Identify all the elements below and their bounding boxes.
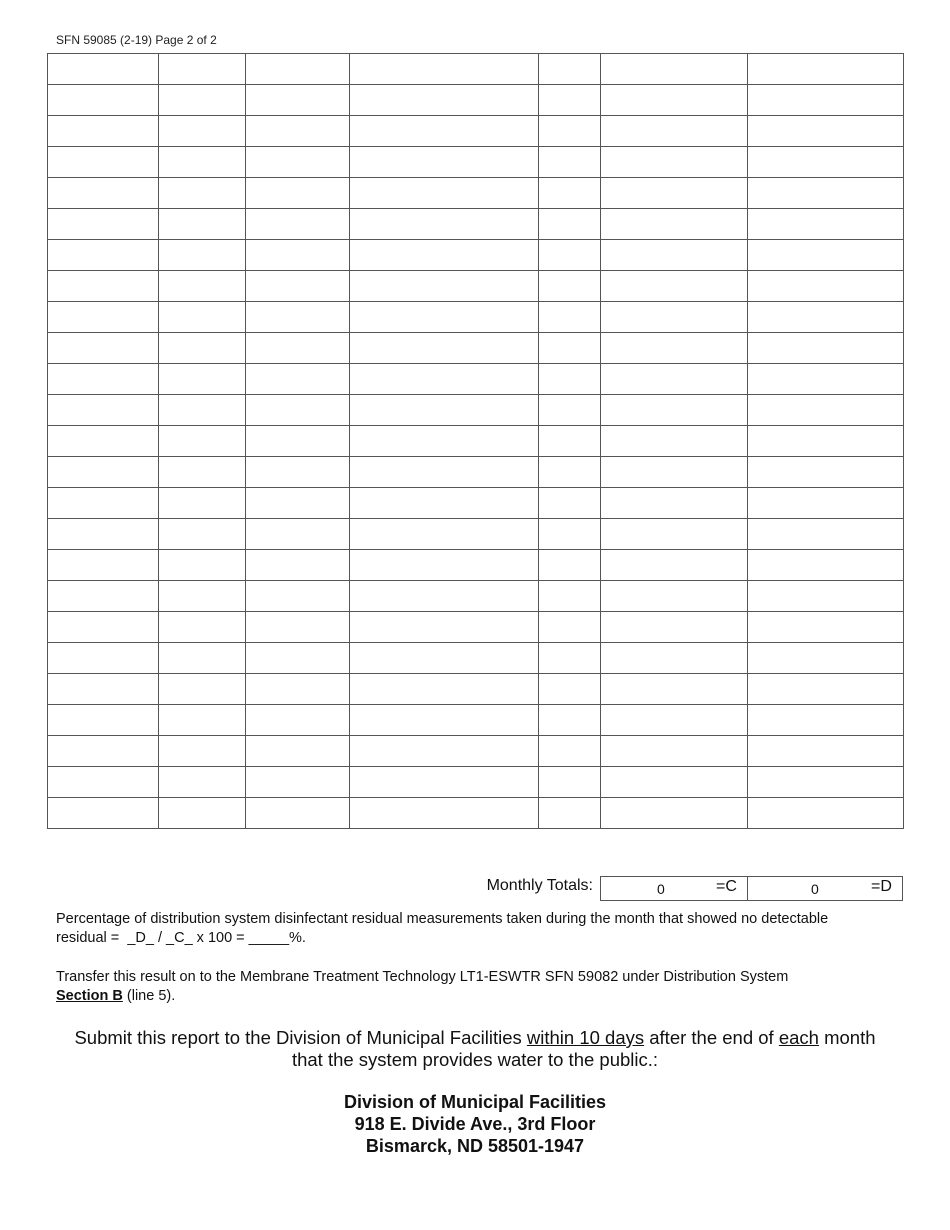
table-cell[interactable] xyxy=(159,612,246,643)
table-cell[interactable] xyxy=(246,178,350,209)
table-cell[interactable] xyxy=(246,519,350,550)
table-cell[interactable] xyxy=(246,426,350,457)
table-cell[interactable] xyxy=(539,736,601,767)
table-cell[interactable] xyxy=(748,116,904,147)
table-row xyxy=(48,798,904,829)
c-blank: _C_ xyxy=(166,930,193,946)
table-cell[interactable] xyxy=(539,271,601,302)
table-cell[interactable] xyxy=(601,488,748,519)
transfer-instructions xyxy=(56,968,901,1006)
table-cell[interactable] xyxy=(350,519,539,550)
table-cell[interactable] xyxy=(601,209,748,240)
table-cell[interactable] xyxy=(48,240,159,271)
table-cell[interactable] xyxy=(601,767,748,798)
total-d-suffix: =D xyxy=(871,878,892,895)
table-cell[interactable] xyxy=(601,426,748,457)
table-cell[interactable] xyxy=(159,302,246,333)
table-cell[interactable] xyxy=(159,581,246,612)
table-cell[interactable] xyxy=(159,488,246,519)
table-body xyxy=(48,54,904,829)
table-cell[interactable] xyxy=(48,395,159,426)
table-cell[interactable] xyxy=(246,674,350,705)
table-cell[interactable] xyxy=(246,271,350,302)
table-cell[interactable] xyxy=(48,767,159,798)
table-cell[interactable] xyxy=(159,54,246,85)
submit-part1: Submit this report to the Division of Municipal Facilities xyxy=(74,1027,527,1048)
table-cell[interactable] xyxy=(601,116,748,147)
table-cell[interactable] xyxy=(48,178,159,209)
table-row xyxy=(48,147,904,178)
table-cell[interactable] xyxy=(350,178,539,209)
table-cell[interactable] xyxy=(748,643,904,674)
section-b-label: Section B xyxy=(56,988,123,1004)
table-cell[interactable] xyxy=(539,395,601,426)
table-cell[interactable] xyxy=(539,767,601,798)
table-cell[interactable] xyxy=(48,271,159,302)
table-cell[interactable] xyxy=(246,798,350,829)
table-cell[interactable] xyxy=(748,519,904,550)
table-cell[interactable] xyxy=(350,643,539,674)
submit-line-1 xyxy=(40,1027,910,1049)
table-cell[interactable] xyxy=(748,426,904,457)
table-cell[interactable] xyxy=(748,240,904,271)
table-cell[interactable] xyxy=(601,705,748,736)
table-cell[interactable] xyxy=(539,612,601,643)
table-cell[interactable] xyxy=(350,798,539,829)
table-cell[interactable] xyxy=(748,550,904,581)
table-cell[interactable] xyxy=(601,550,748,581)
table-cell[interactable] xyxy=(159,519,246,550)
table-cell[interactable] xyxy=(539,54,601,85)
table-cell[interactable] xyxy=(350,364,539,395)
table-cell[interactable] xyxy=(350,147,539,178)
table-cell[interactable] xyxy=(159,674,246,705)
table-cell[interactable] xyxy=(159,209,246,240)
table-cell[interactable] xyxy=(246,54,350,85)
table-cell[interactable] xyxy=(350,54,539,85)
table-cell[interactable] xyxy=(48,147,159,178)
table-cell[interactable] xyxy=(748,333,904,364)
table-cell[interactable] xyxy=(159,116,246,147)
table-cell[interactable] xyxy=(539,550,601,581)
table-cell[interactable] xyxy=(748,581,904,612)
table-cell[interactable] xyxy=(601,271,748,302)
table-cell[interactable] xyxy=(159,798,246,829)
table-cell[interactable] xyxy=(601,333,748,364)
monthly-totals-row xyxy=(47,876,903,901)
table-cell[interactable] xyxy=(539,798,601,829)
table-cell[interactable] xyxy=(159,333,246,364)
monthly-totals-label: Monthly Totals: xyxy=(486,877,593,894)
table-cell[interactable] xyxy=(159,364,246,395)
table-cell[interactable] xyxy=(350,457,539,488)
form-header: SFN 59085 (2-19) Page 2 of 2 xyxy=(56,33,217,47)
table-cell[interactable] xyxy=(48,364,159,395)
address-line-3: Bismarck, ND 58501-1947 xyxy=(365,1136,585,1156)
table-cell[interactable] xyxy=(48,116,159,147)
table-cell[interactable] xyxy=(246,581,350,612)
submit-part3: month xyxy=(818,1027,876,1048)
table-cell[interactable] xyxy=(350,85,539,116)
table-cell[interactable] xyxy=(246,240,350,271)
table-row xyxy=(48,395,904,426)
total-d-value: 0 xyxy=(811,881,819,897)
table-row xyxy=(48,674,904,705)
table-cell[interactable] xyxy=(601,643,748,674)
table-cell[interactable] xyxy=(748,209,904,240)
table-row xyxy=(48,302,904,333)
table-row xyxy=(48,705,904,736)
table-row xyxy=(48,457,904,488)
table-row xyxy=(48,116,904,147)
table-row xyxy=(48,240,904,271)
table-cell[interactable] xyxy=(350,488,539,519)
submit-line-2: that the system provides water to the public.: xyxy=(291,1049,659,1070)
total-c-value: 0 xyxy=(657,881,665,897)
table-cell[interactable] xyxy=(350,767,539,798)
table-cell[interactable] xyxy=(246,364,350,395)
table-cell[interactable] xyxy=(350,271,539,302)
transfer-line-1: Transfer this result on to the Membrane Treatment Technology LT1-ESWTR SFN 59082 under Distribution System xyxy=(56,969,789,985)
table-cell[interactable] xyxy=(246,488,350,519)
table-cell[interactable] xyxy=(159,240,246,271)
table-cell[interactable] xyxy=(159,426,246,457)
table-cell[interactable] xyxy=(601,736,748,767)
table-cell[interactable] xyxy=(748,395,904,426)
total-c-suffix: =C xyxy=(716,878,737,895)
table-row xyxy=(48,333,904,364)
table-cell[interactable] xyxy=(350,395,539,426)
table-cell[interactable] xyxy=(539,426,601,457)
total-d-cell[interactable] xyxy=(747,876,903,901)
table-cell[interactable] xyxy=(350,302,539,333)
table-cell[interactable] xyxy=(246,767,350,798)
table-cell[interactable] xyxy=(159,147,246,178)
submit-instructions xyxy=(40,1027,910,1071)
table-cell[interactable] xyxy=(350,581,539,612)
table-cell[interactable] xyxy=(48,488,159,519)
table-cell[interactable] xyxy=(350,426,539,457)
table-cell[interactable] xyxy=(748,767,904,798)
table-row xyxy=(48,364,904,395)
table-row xyxy=(48,85,904,116)
table-cell[interactable] xyxy=(748,302,904,333)
d-blank: _D_ xyxy=(127,930,154,946)
table-cell[interactable] xyxy=(48,705,159,736)
table-cell[interactable] xyxy=(601,147,748,178)
table-row xyxy=(48,736,904,767)
table-cell[interactable] xyxy=(159,705,246,736)
table-cell[interactable] xyxy=(539,240,601,271)
daily-log-table xyxy=(47,53,904,829)
table-cell[interactable] xyxy=(48,798,159,829)
table-cell[interactable] xyxy=(601,54,748,85)
table-row xyxy=(48,581,904,612)
table-cell[interactable] xyxy=(48,209,159,240)
submit-within: within 10 days xyxy=(526,1027,645,1048)
table-cell[interactable] xyxy=(159,643,246,674)
table-cell[interactable] xyxy=(539,364,601,395)
table-cell[interactable] xyxy=(539,488,601,519)
table-cell[interactable] xyxy=(539,85,601,116)
table-cell[interactable] xyxy=(48,643,159,674)
table-cell[interactable] xyxy=(748,85,904,116)
table-row xyxy=(48,612,904,643)
table-cell[interactable] xyxy=(539,519,601,550)
table-cell[interactable] xyxy=(601,395,748,426)
table-cell[interactable] xyxy=(246,550,350,581)
table-cell[interactable] xyxy=(539,674,601,705)
table-cell[interactable] xyxy=(748,178,904,209)
table-cell[interactable] xyxy=(601,178,748,209)
table-cell[interactable] xyxy=(48,581,159,612)
table-cell[interactable] xyxy=(539,643,601,674)
table-cell[interactable] xyxy=(159,85,246,116)
table-row xyxy=(48,178,904,209)
table-cell[interactable] xyxy=(601,302,748,333)
table-cell[interactable] xyxy=(246,457,350,488)
table-cell[interactable] xyxy=(159,271,246,302)
table-cell[interactable] xyxy=(539,302,601,333)
table-cell[interactable] xyxy=(48,426,159,457)
table-cell[interactable] xyxy=(748,54,904,85)
table-cell[interactable] xyxy=(748,488,904,519)
table-cell[interactable] xyxy=(246,302,350,333)
residual-suffix: x 100 = _____%. xyxy=(192,930,306,946)
table-cell[interactable] xyxy=(350,240,539,271)
table-cell[interactable] xyxy=(748,271,904,302)
table-cell[interactable] xyxy=(539,116,601,147)
table-cell[interactable] xyxy=(48,54,159,85)
transfer-line-2 xyxy=(56,987,901,1006)
table-cell[interactable] xyxy=(748,736,904,767)
line-ref: (line 5). xyxy=(122,988,176,1004)
table-cell[interactable] xyxy=(48,333,159,364)
table-cell[interactable] xyxy=(48,519,159,550)
table-cell[interactable] xyxy=(48,674,159,705)
table-cell[interactable] xyxy=(539,178,601,209)
table-cell[interactable] xyxy=(159,457,246,488)
table-cell[interactable] xyxy=(350,736,539,767)
table-row xyxy=(48,550,904,581)
table-cell[interactable] xyxy=(48,302,159,333)
table-cell[interactable] xyxy=(350,612,539,643)
table-cell[interactable] xyxy=(748,612,904,643)
table-cell[interactable] xyxy=(601,364,748,395)
table-row xyxy=(48,54,904,85)
table-row xyxy=(48,767,904,798)
table-cell[interactable] xyxy=(748,705,904,736)
table-cell[interactable] xyxy=(748,457,904,488)
table-cell[interactable] xyxy=(48,85,159,116)
table-cell[interactable] xyxy=(539,581,601,612)
table-cell[interactable] xyxy=(159,550,246,581)
table-cell[interactable] xyxy=(159,767,246,798)
table-cell[interactable] xyxy=(48,612,159,643)
table-cell[interactable] xyxy=(159,395,246,426)
table-cell[interactable] xyxy=(246,333,350,364)
table-cell[interactable] xyxy=(246,395,350,426)
percentage-instructions xyxy=(56,910,901,948)
table-cell[interactable] xyxy=(601,457,748,488)
table-cell[interactable] xyxy=(601,612,748,643)
table-cell[interactable] xyxy=(48,736,159,767)
table-row xyxy=(48,643,904,674)
address-line-1: Division of Municipal Facilities xyxy=(343,1092,607,1112)
table-cell[interactable] xyxy=(539,705,601,736)
table-cell[interactable] xyxy=(246,116,350,147)
mailing-address xyxy=(0,1091,950,1157)
table-cell[interactable] xyxy=(350,209,539,240)
submit-part2: after the end of xyxy=(644,1027,779,1048)
table-cell[interactable] xyxy=(539,457,601,488)
table-cell[interactable] xyxy=(350,333,539,364)
table-cell[interactable] xyxy=(601,519,748,550)
table-cell[interactable] xyxy=(748,364,904,395)
table-cell[interactable] xyxy=(539,333,601,364)
table-cell[interactable] xyxy=(601,674,748,705)
table-cell[interactable] xyxy=(350,674,539,705)
table-cell[interactable] xyxy=(48,457,159,488)
percentage-line-2 xyxy=(56,929,901,948)
table-cell[interactable] xyxy=(601,240,748,271)
table-cell[interactable] xyxy=(246,147,350,178)
table-cell[interactable] xyxy=(748,674,904,705)
table-cell[interactable] xyxy=(246,612,350,643)
table-cell[interactable] xyxy=(246,736,350,767)
table-cell[interactable] xyxy=(539,147,601,178)
submit-each: each xyxy=(778,1027,819,1048)
table-cell[interactable] xyxy=(159,178,246,209)
table-row xyxy=(48,426,904,457)
table-cell[interactable] xyxy=(350,705,539,736)
table-cell[interactable] xyxy=(246,705,350,736)
table-cell[interactable] xyxy=(748,798,904,829)
table-cell[interactable] xyxy=(246,85,350,116)
table-cell[interactable] xyxy=(159,736,246,767)
table-row xyxy=(48,519,904,550)
table-cell[interactable] xyxy=(246,643,350,674)
table-row xyxy=(48,271,904,302)
table-cell[interactable] xyxy=(748,147,904,178)
table-cell[interactable] xyxy=(350,550,539,581)
table-cell[interactable] xyxy=(246,209,350,240)
percentage-line-1: Percentage of distribution system disinfectant residual measurements taken during the month that showed no detectable xyxy=(56,911,829,927)
total-c-cell[interactable] xyxy=(600,876,748,901)
table-cell[interactable] xyxy=(601,581,748,612)
table-cell[interactable] xyxy=(539,209,601,240)
slash: / xyxy=(153,930,167,946)
table-row xyxy=(48,488,904,519)
address-line-2: 918 E. Divide Ave., 3rd Floor xyxy=(354,1114,596,1134)
table-row xyxy=(48,209,904,240)
table-cell[interactable] xyxy=(601,85,748,116)
table-cell[interactable] xyxy=(350,116,539,147)
table-cell[interactable] xyxy=(48,550,159,581)
residual-prefix: residual = xyxy=(56,930,128,946)
table-cell[interactable] xyxy=(601,798,748,829)
